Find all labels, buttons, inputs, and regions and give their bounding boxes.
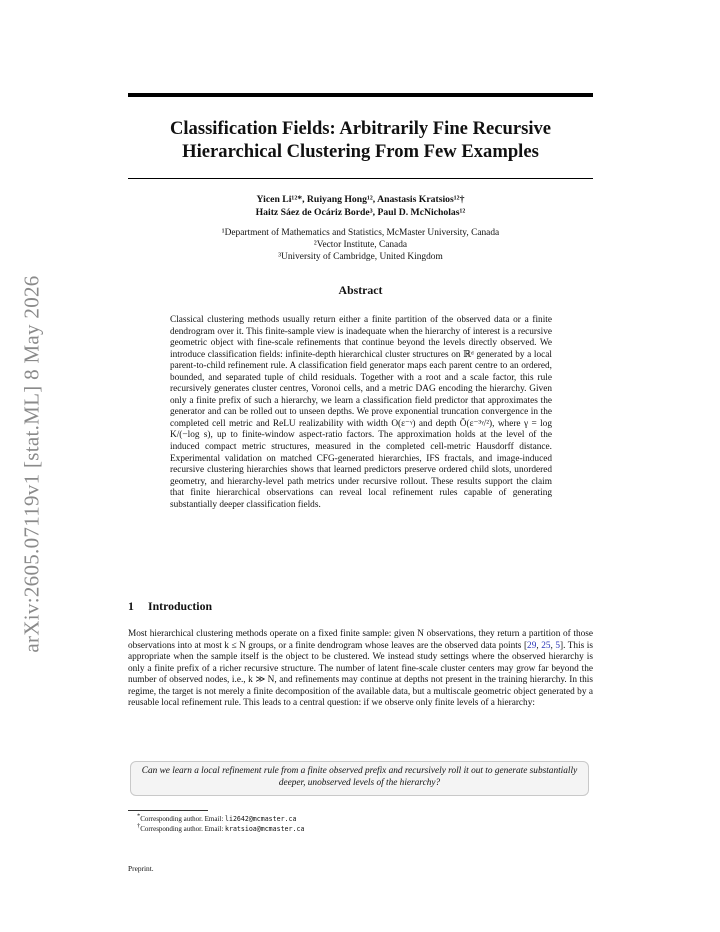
affiliation-2: ²Vector Institute, Canada [313,240,408,250]
introduction-paragraph [128,629,593,710]
email-address[interactable]: kratsioa@mcmaster.ca [225,825,305,833]
footnote-mark: † [137,822,141,830]
footnote-text: Corresponding author. Email: [140,815,226,823]
author-line-2: Haitz Sáez de Ocáriz Borde³, Paul D. McNicholas¹² [255,206,466,218]
citation-link[interactable]: 25 [541,640,551,651]
footnote-text: Corresponding author. Email: [140,825,226,833]
abstract-body: Classical clustering methods usually return either a finite partition of the observed data or a finite dendrogram over it. This finite-sample view is inadequate when the hierarchy of interest is a recursive geometric object with fine-scale refinements that continue beyond the levels directly observed. We introduce classification fields: infinite-depth hierarchical cluster structures on ℝᵈ generated by a local parent-to-child refinement rule. A classification field generator maps each parent centre to an ordered, bounded, and separated tuple of child residuals. Together with a root and a scale factor, this rule recursively generates cluster centres, Voronoi cells, and a metric DAG encoding the hierarchy. Given only a finite prefix of such a hierarchy, we learn a classification field predictor that approximates the generator and can be rolled out to unseen depths. We prove exponential truncation convergence in the completed cell metric and ReLU realizability with width O(ε⁻ᵞ) and depth Õ(ε⁻³ᵞ/²), where γ = log K/(−log s), up to finite-window aspect-ratio factors. The approximation holds at the level of the induced compact metric structures, measured in the completed cell-metric Hausdorff distance. Experimental validation on matched CFG-generated hierarchies, IFS fractals, and image-induced recursive clustering hierarchies shows that learned predictors preserve ordered child slots, unordered geometry, and hierarchy-level path metrics under recursive rollout. These results support the claim that finite hierarchical observations can reveal local refinement rules capable of generating substantially deeper classification fields. [170,315,552,510]
footnote-mark: * [137,812,141,820]
paper-title: Classification Fields: Arbitrarily Fine Recursive Hierarchical Clustering From Few Examples [169,118,552,162]
title-top-rule [128,93,593,97]
affiliation-3: ³University of Cambridge, United Kingdom [278,252,443,262]
citation-separator: , [550,640,556,651]
author-line-1: Yicen Li¹²*, Ruiyang Hong¹², Anastasis Kratsios¹²† [256,194,465,205]
research-question-box: Can we learn a local refinement rule from a finite observed prefix and recursively roll it out to generate substantially deeper, unobserved levels of the hierarchy? [130,761,589,796]
citation-separator: , [536,640,542,651]
arxiv-identifier: arXiv:2605.07119v1 [stat.ML] 8 May 2026 [19,275,44,653]
abstract-heading: Abstract [338,283,383,297]
section-number: 1 [128,599,134,613]
preprint-label: Preprint. [128,864,154,873]
footnote-2 [137,824,304,834]
author-list [128,194,593,219]
footnote-rule [128,810,208,811]
title-bottom-rule [128,178,593,179]
intro-text-1: Most hierarchical clustering methods operate on a fixed finite sample: given N observations, they return a partition of those observations into at most k ≤ N groups, or a finite dendrogram whose leaves are the observed data points [ [128,629,593,651]
intro-text-2: ]. This is appropriate when the sample itself is the object to be clustered. We instead study settings where the observed hierarchy is only a finite prefix of a richer recursive structure. The number of latent fine-scale cluster centers may grow far beyond the number of observed nodes, i.e., k ≫ N, and refinements may continue at depths not present in the training hierarchy. In this regime, the target is not merely a finite decomposition of the available data, but a multiscale geometric object generated by a reusable local refinement rule. This leads to a central question: if we observe only finite levels of a hierarchy: [128,640,593,709]
affiliation-1: ¹Department of Mathematics and Statistics, McMaster University, Canada [221,228,500,238]
affiliations [128,227,593,263]
section-title: Introduction [148,599,213,613]
citation-link[interactable]: 5 [555,640,560,651]
section-heading [128,599,212,614]
footnotes [137,814,304,834]
email-address[interactable]: li2642@mcmaster.ca [225,815,297,823]
citation-link[interactable]: 29 [527,640,537,651]
footnote-1 [137,814,304,824]
